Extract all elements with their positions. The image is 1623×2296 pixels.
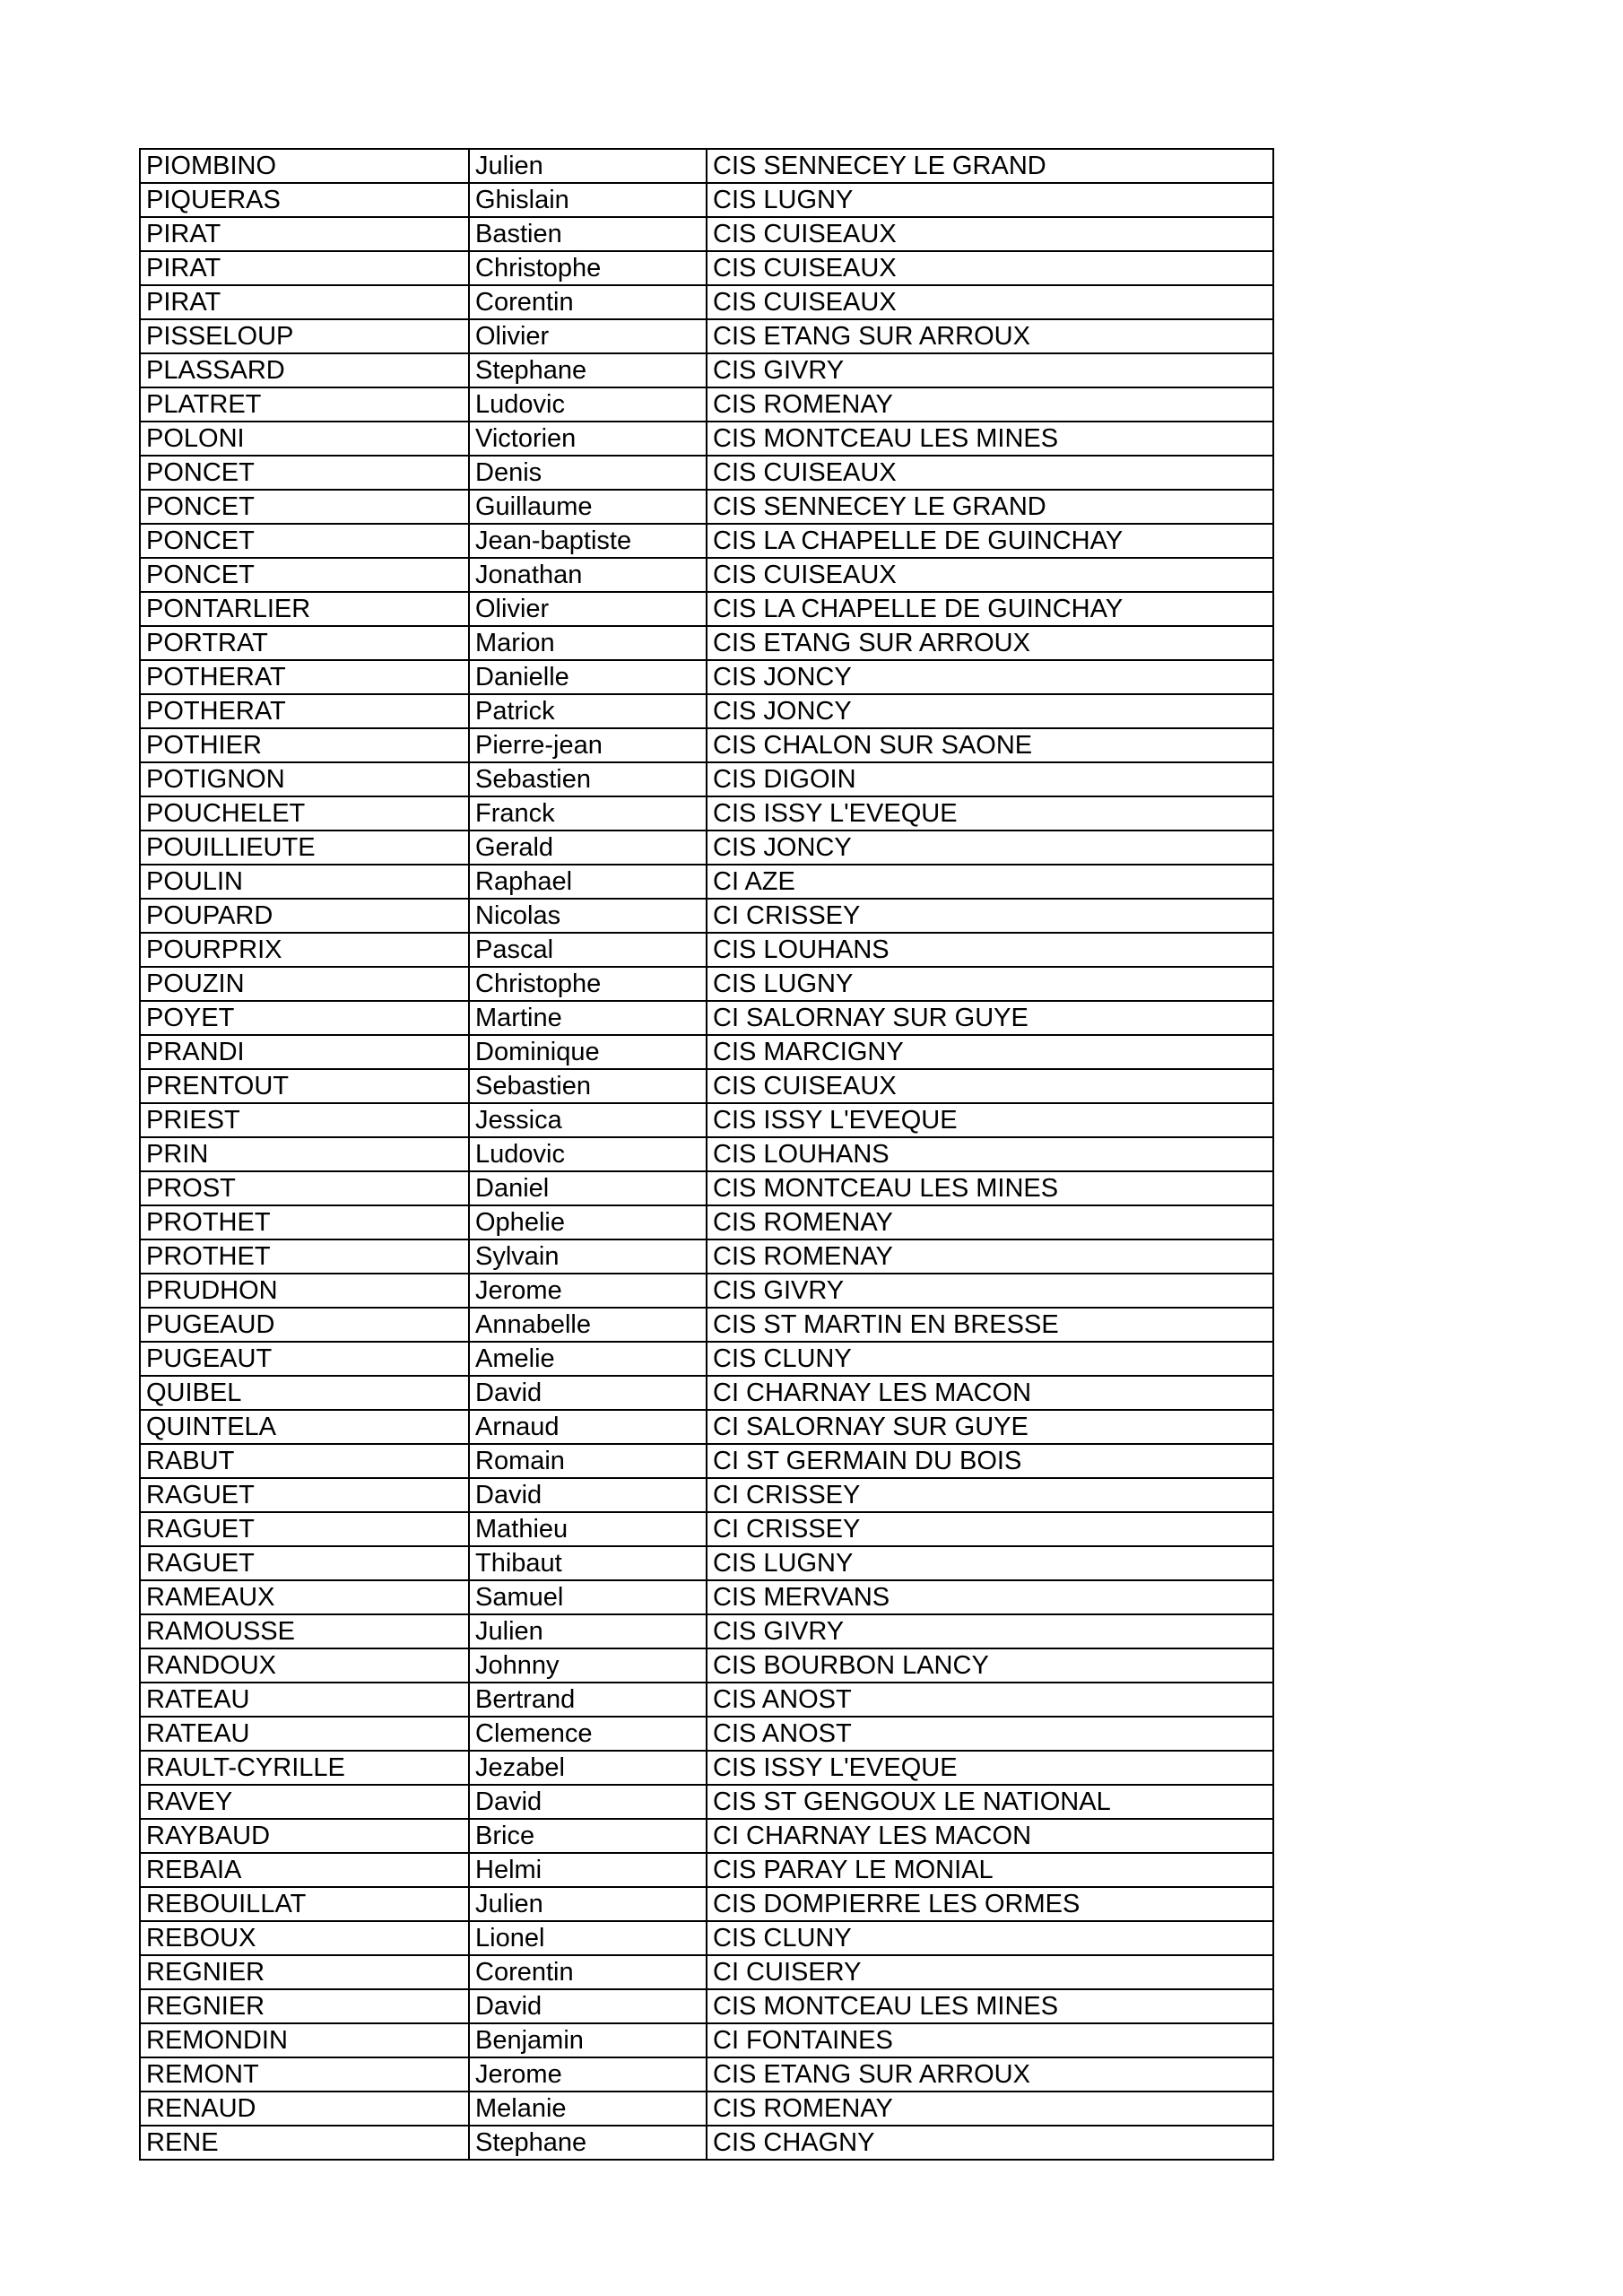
table-row (140, 285, 1273, 319)
table-row (140, 1921, 1273, 1955)
first-name-cell: Jerome (469, 2057, 707, 2092)
unit-cell: CIS ISSY L'EVEQUE (707, 1751, 1273, 1785)
table-row (140, 1342, 1273, 1376)
unit-cell: CIS MONTCEAU LES MINES (707, 422, 1273, 456)
unit-cell: CI ST GERMAIN DU BOIS (707, 1444, 1273, 1478)
first-name-cell: Amelie (469, 1342, 707, 1376)
table-row (140, 1683, 1273, 1717)
unit-cell: CIS GIVRY (707, 1614, 1273, 1648)
first-name-cell: Melanie (469, 2092, 707, 2126)
first-name-cell: Pascal (469, 933, 707, 967)
table-row (140, 831, 1273, 865)
last-name-cell: PLASSARD (140, 353, 469, 387)
unit-cell: CI CRISSEY (707, 899, 1273, 933)
unit-cell: CIS LA CHAPELLE DE GUINCHAY (707, 524, 1273, 558)
last-name-cell: POULIN (140, 865, 469, 899)
table-row (140, 796, 1273, 831)
unit-cell: CIS ST GENGOUX LE NATIONAL (707, 1785, 1273, 1819)
last-name-cell: REGNIER (140, 1989, 469, 2023)
last-name-cell: PUGEAUD (140, 1308, 469, 1342)
first-name-cell: Daniel (469, 1171, 707, 1205)
unit-cell: CIS LA CHAPELLE DE GUINCHAY (707, 592, 1273, 626)
last-name-cell: POUZIN (140, 967, 469, 1001)
last-name-cell: POTHERAT (140, 660, 469, 694)
table-row (140, 728, 1273, 762)
first-name-cell: Ludovic (469, 1137, 707, 1171)
last-name-cell: REMONT (140, 2057, 469, 2092)
unit-cell: CIS ROMENAY (707, 387, 1273, 422)
last-name-cell: PRIN (140, 1137, 469, 1171)
first-name-cell: Annabelle (469, 1308, 707, 1342)
table-row (140, 251, 1273, 285)
first-name-cell: Jessica (469, 1103, 707, 1137)
last-name-cell: RABUT (140, 1444, 469, 1478)
first-name-cell: Raphael (469, 865, 707, 899)
last-name-cell: POTHIER (140, 728, 469, 762)
first-name-cell: Mathieu (469, 1512, 707, 1546)
first-name-cell: Sebastien (469, 1069, 707, 1103)
last-name-cell: PIOMBINO (140, 149, 469, 183)
unit-cell: CIS PARAY LE MONIAL (707, 1853, 1273, 1887)
first-name-cell: Guillaume (469, 490, 707, 524)
first-name-cell: Jezabel (469, 1751, 707, 1785)
roster-table-body (140, 149, 1273, 2160)
unit-cell: CIS DIGOIN (707, 762, 1273, 796)
last-name-cell: PROTHET (140, 1205, 469, 1239)
table-row (140, 1410, 1273, 1444)
first-name-cell: Christophe (469, 967, 707, 1001)
unit-cell: CIS CUISEAUX (707, 558, 1273, 592)
last-name-cell: PONCET (140, 490, 469, 524)
last-name-cell: RENE (140, 2126, 469, 2160)
first-name-cell: Arnaud (469, 1410, 707, 1444)
last-name-cell: PIRAT (140, 251, 469, 285)
last-name-cell: PRANDI (140, 1035, 469, 1069)
first-name-cell: Thibaut (469, 1546, 707, 1580)
first-name-cell: Lionel (469, 1921, 707, 1955)
last-name-cell: RAULT-CYRILLE (140, 1751, 469, 1785)
roster-table (139, 148, 1274, 2161)
last-name-cell: RAMOUSSE (140, 1614, 469, 1648)
first-name-cell: Stephane (469, 353, 707, 387)
first-name-cell: Sylvain (469, 1239, 707, 1274)
unit-cell: CIS LUGNY (707, 1546, 1273, 1580)
first-name-cell: Ghislain (469, 183, 707, 217)
first-name-cell: Samuel (469, 1580, 707, 1614)
unit-cell: CIS CHALON SUR SAONE (707, 728, 1273, 762)
table-row (140, 1887, 1273, 1921)
table-row (140, 2023, 1273, 2057)
table-row (140, 1308, 1273, 1342)
last-name-cell: POYET (140, 1001, 469, 1035)
table-row (140, 933, 1273, 967)
last-name-cell: PUGEAUT (140, 1342, 469, 1376)
first-name-cell: Julien (469, 149, 707, 183)
last-name-cell: PIQUERAS (140, 183, 469, 217)
last-name-cell: POURPRIX (140, 933, 469, 967)
last-name-cell: REGNIER (140, 1955, 469, 1989)
unit-cell: CIS BOURBON LANCY (707, 1648, 1273, 1683)
first-name-cell: Dominique (469, 1035, 707, 1069)
table-row (140, 1444, 1273, 1478)
last-name-cell: REBOUX (140, 1921, 469, 1955)
first-name-cell: Jonathan (469, 558, 707, 592)
unit-cell: CIS CLUNY (707, 1921, 1273, 1955)
first-name-cell: Julien (469, 1887, 707, 1921)
table-row (140, 524, 1273, 558)
first-name-cell: Patrick (469, 694, 707, 728)
unit-cell: CIS ISSY L'EVEQUE (707, 796, 1273, 831)
last-name-cell: PIRAT (140, 217, 469, 251)
last-name-cell: REBOUILLAT (140, 1887, 469, 1921)
table-row (140, 1001, 1273, 1035)
unit-cell: CI CHARNAY LES MACON (707, 1376, 1273, 1410)
unit-cell: CIS CLUNY (707, 1342, 1273, 1376)
unit-cell: CI FONTAINES (707, 2023, 1273, 2057)
last-name-cell: PLATRET (140, 387, 469, 422)
last-name-cell: RAMEAUX (140, 1580, 469, 1614)
unit-cell: CI SALORNAY SUR GUYE (707, 1001, 1273, 1035)
first-name-cell: Brice (469, 1819, 707, 1853)
unit-cell: CIS ROMENAY (707, 1205, 1273, 1239)
last-name-cell: PONCET (140, 456, 469, 490)
table-row (140, 183, 1273, 217)
table-row (140, 1614, 1273, 1648)
first-name-cell: Johnny (469, 1648, 707, 1683)
first-name-cell: Helmi (469, 1853, 707, 1887)
table-row (140, 456, 1273, 490)
first-name-cell: Bastien (469, 217, 707, 251)
last-name-cell: REMONDIN (140, 2023, 469, 2057)
table-row (140, 1512, 1273, 1546)
table-row (140, 1819, 1273, 1853)
table-row (140, 1546, 1273, 1580)
unit-cell: CIS ANOST (707, 1683, 1273, 1717)
table-row (140, 1239, 1273, 1274)
table-row (140, 1989, 1273, 2023)
unit-cell: CIS ETANG SUR ARROUX (707, 319, 1273, 353)
first-name-cell: Nicolas (469, 899, 707, 933)
last-name-cell: POUPARD (140, 899, 469, 933)
first-name-cell: Bertrand (469, 1683, 707, 1717)
first-name-cell: Jerome (469, 1274, 707, 1308)
last-name-cell: POLONI (140, 422, 469, 456)
last-name-cell: RAGUET (140, 1478, 469, 1512)
first-name-cell: Benjamin (469, 2023, 707, 2057)
unit-cell: CIS LOUHANS (707, 933, 1273, 967)
table-row (140, 2092, 1273, 2126)
unit-cell: CIS CUISEAUX (707, 217, 1273, 251)
table-row (140, 319, 1273, 353)
table-row (140, 1171, 1273, 1205)
table-row (140, 1376, 1273, 1410)
unit-cell: CI CRISSEY (707, 1512, 1273, 1546)
first-name-cell: Ludovic (469, 387, 707, 422)
unit-cell: CIS LUGNY (707, 967, 1273, 1001)
table-row (140, 967, 1273, 1001)
last-name-cell: POTIGNON (140, 762, 469, 796)
unit-cell: CIS SENNECEY LE GRAND (707, 149, 1273, 183)
unit-cell: CIS ANOST (707, 1717, 1273, 1751)
first-name-cell: Corentin (469, 1955, 707, 1989)
unit-cell: CIS SENNECEY LE GRAND (707, 490, 1273, 524)
table-row (140, 353, 1273, 387)
unit-cell: CI CHARNAY LES MACON (707, 1819, 1273, 1853)
last-name-cell: PORTRAT (140, 626, 469, 660)
unit-cell: CIS CUISEAUX (707, 251, 1273, 285)
unit-cell: CIS ROMENAY (707, 1239, 1273, 1274)
last-name-cell: RAGUET (140, 1546, 469, 1580)
first-name-cell: Julien (469, 1614, 707, 1648)
table-row (140, 1035, 1273, 1069)
last-name-cell: PISSELOUP (140, 319, 469, 353)
last-name-cell: QUINTELA (140, 1410, 469, 1444)
table-row (140, 1103, 1273, 1137)
table-row (140, 1648, 1273, 1683)
unit-cell: CIS ETANG SUR ARROUX (707, 2057, 1273, 2092)
first-name-cell: Sebastien (469, 762, 707, 796)
last-name-cell: PONCET (140, 558, 469, 592)
table-row (140, 387, 1273, 422)
table-row (140, 2057, 1273, 2092)
last-name-cell: POTHERAT (140, 694, 469, 728)
first-name-cell: David (469, 1376, 707, 1410)
first-name-cell: Victorien (469, 422, 707, 456)
last-name-cell: QUIBEL (140, 1376, 469, 1410)
table-row (140, 660, 1273, 694)
unit-cell: CIS ST MARTIN EN BRESSE (707, 1308, 1273, 1342)
first-name-cell: Corentin (469, 285, 707, 319)
table-row (140, 899, 1273, 933)
unit-cell: CIS MONTCEAU LES MINES (707, 1989, 1273, 2023)
first-name-cell: Romain (469, 1444, 707, 1478)
unit-cell: CIS LUGNY (707, 183, 1273, 217)
unit-cell: CIS LOUHANS (707, 1137, 1273, 1171)
first-name-cell: David (469, 1785, 707, 1819)
first-name-cell: Danielle (469, 660, 707, 694)
table-row (140, 217, 1273, 251)
first-name-cell: Marion (469, 626, 707, 660)
unit-cell: CIS MARCIGNY (707, 1035, 1273, 1069)
first-name-cell: Olivier (469, 319, 707, 353)
last-name-cell: RAGUET (140, 1512, 469, 1546)
first-name-cell: David (469, 1989, 707, 2023)
unit-cell: CIS CUISEAUX (707, 1069, 1273, 1103)
first-name-cell: David (469, 1478, 707, 1512)
last-name-cell: POUILLIEUTE (140, 831, 469, 865)
last-name-cell: PRUDHON (140, 1274, 469, 1308)
table-row (140, 149, 1273, 183)
last-name-cell: PROST (140, 1171, 469, 1205)
last-name-cell: RATEAU (140, 1717, 469, 1751)
table-row (140, 1751, 1273, 1785)
table-row (140, 1853, 1273, 1887)
table-row (140, 865, 1273, 899)
first-name-cell: Gerald (469, 831, 707, 865)
unit-cell: CIS JONCY (707, 660, 1273, 694)
unit-cell: CI AZE (707, 865, 1273, 899)
unit-cell: CI CUISERY (707, 1955, 1273, 1989)
table-row (140, 422, 1273, 456)
first-name-cell: Franck (469, 796, 707, 831)
first-name-cell: Martine (469, 1001, 707, 1035)
first-name-cell: Jean-baptiste (469, 524, 707, 558)
last-name-cell: RANDOUX (140, 1648, 469, 1683)
table-row (140, 1580, 1273, 1614)
first-name-cell: Denis (469, 456, 707, 490)
unit-cell: CIS MERVANS (707, 1580, 1273, 1614)
table-row (140, 1205, 1273, 1239)
unit-cell: CIS CUISEAUX (707, 285, 1273, 319)
table-row (140, 1478, 1273, 1512)
table-row (140, 1955, 1273, 1989)
first-name-cell: Christophe (469, 251, 707, 285)
unit-cell: CIS CHAGNY (707, 2126, 1273, 2160)
unit-cell: CI SALORNAY SUR GUYE (707, 1410, 1273, 1444)
first-name-cell: Olivier (469, 592, 707, 626)
last-name-cell: POUCHELET (140, 796, 469, 831)
last-name-cell: RENAUD (140, 2092, 469, 2126)
table-row (140, 694, 1273, 728)
last-name-cell: PONTARLIER (140, 592, 469, 626)
last-name-cell: PRIEST (140, 1103, 469, 1137)
table-row (140, 1717, 1273, 1751)
table-row (140, 1137, 1273, 1171)
table-row (140, 558, 1273, 592)
table-row (140, 626, 1273, 660)
unit-cell: CIS ETANG SUR ARROUX (707, 626, 1273, 660)
unit-cell: CIS MONTCEAU LES MINES (707, 1171, 1273, 1205)
last-name-cell: PONCET (140, 524, 469, 558)
unit-cell: CIS ROMENAY (707, 2092, 1273, 2126)
table-row (140, 1785, 1273, 1819)
unit-cell: CIS JONCY (707, 831, 1273, 865)
unit-cell: CIS CUISEAUX (707, 456, 1273, 490)
table-row (140, 1069, 1273, 1103)
last-name-cell: PRENTOUT (140, 1069, 469, 1103)
table-row (140, 592, 1273, 626)
first-name-cell: Stephane (469, 2126, 707, 2160)
last-name-cell: RAVEY (140, 1785, 469, 1819)
table-row (140, 762, 1273, 796)
first-name-cell: Clemence (469, 1717, 707, 1751)
last-name-cell: REBAIA (140, 1853, 469, 1887)
last-name-cell: RATEAU (140, 1683, 469, 1717)
table-row (140, 490, 1273, 524)
unit-cell: CI CRISSEY (707, 1478, 1273, 1512)
first-name-cell: Pierre-jean (469, 728, 707, 762)
unit-cell: CIS DOMPIERRE LES ORMES (707, 1887, 1273, 1921)
first-name-cell: Ophelie (469, 1205, 707, 1239)
table-row (140, 1274, 1273, 1308)
last-name-cell: PIRAT (140, 285, 469, 319)
unit-cell: CIS GIVRY (707, 353, 1273, 387)
unit-cell: CIS GIVRY (707, 1274, 1273, 1308)
unit-cell: CIS ISSY L'EVEQUE (707, 1103, 1273, 1137)
last-name-cell: PROTHET (140, 1239, 469, 1274)
last-name-cell: RAYBAUD (140, 1819, 469, 1853)
table-row (140, 2126, 1273, 2160)
unit-cell: CIS JONCY (707, 694, 1273, 728)
